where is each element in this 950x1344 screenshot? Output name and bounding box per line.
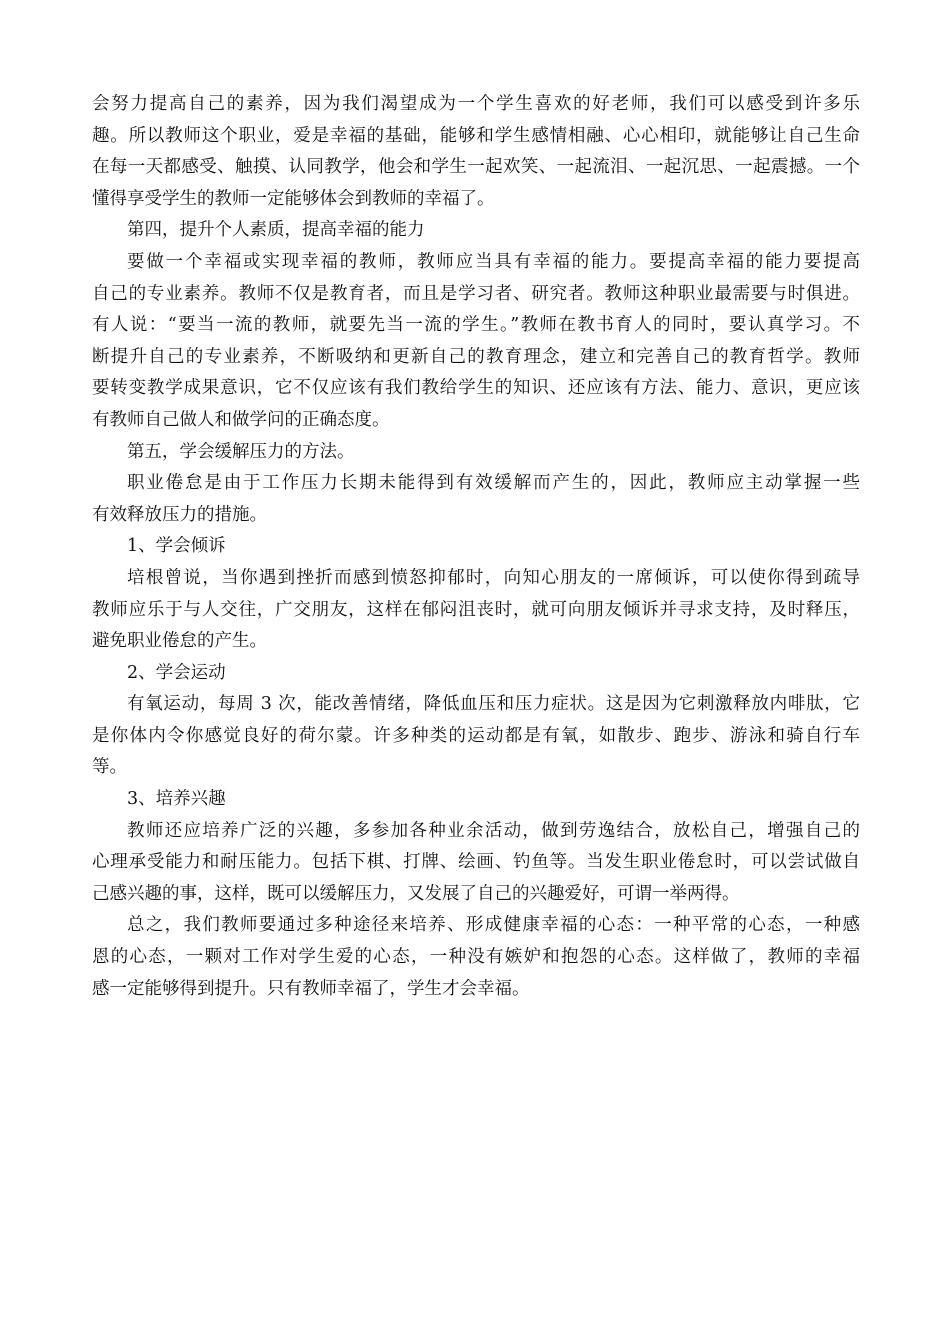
text-line: 趣。所以教师这个职业，爱是幸福的基础，能够和学生感情相融、心心相印，就能够让自己生命 [92,125,860,146]
text-line: 会努力提高自己的素养，因为我们渴望成为一个学生喜欢的好老师，我们可以感受到许多乐 [92,94,860,114]
text-line: 要转变教学成果意识，它不仅应该有我们教给学生的知识、还应该有方法、能力、意识，更应该 [92,378,860,399]
text-line: 教师还应培养广泛的兴趣，多参加各种业余活动，做到劳逸结合，放松自己，增强自己的 [127,820,860,841]
text-line: 有人说：“要当一流的教师，就要先当一流的学生。”教师在教书育人的同时，要认真学习。不 [92,315,860,336]
text-line: 1、学会倾诉 [127,536,226,557]
text-line: 自己的专业素养。教师不仅是教育者，而且是学习者、研究者。教师这种职业最需要与时俱进。 [92,283,860,304]
text-line: 在每一天都感受、触摸、认同教学，他会和学生一起欢笑、一起流泪、一起沉思、一起震撼。一个 [92,157,860,178]
text-line: 教师应乐于与人交往，广交朋友，这样在郁闷沮丧时，就可向朋友倾诉并寻求支持，及时释压， [92,599,860,620]
text-line: 避免职业倦怠的产生。 [92,631,267,652]
text-line: 心理承受能力和耐压能力。包括下棋、打牌、绘画、钓鱼等。当发生职业倦怠时，可以尝试做自 [92,852,860,873]
text-line: 2、学会运动 [127,662,226,683]
text-line: 第五，学会缓解压力的方法。 [127,441,355,462]
text-line: 有教师自己做人和做学问的正确态度。 [92,409,390,430]
text-line: 总之，我们教师要通过多种途径来培养、形成健康幸福的心态：一种平常的心态，一种感 [127,915,860,936]
text-line: 是你体内令你感觉良好的荷尔蒙。许多种类的运动都是有氧，如散步、跑步、游泳和骑自行车 [92,725,860,746]
text-line: 培根曾说，当你遇到挫折而感到愤怒抑郁时，向知心朋友的一席倾诉，可以使你得到疏导 [127,567,860,588]
text-line: 等。 [92,757,127,778]
text-line: 恩的心态，一颗对工作对学生爱的心态，一种没有嫉妒和抱怨的心态。这样做了，教师的幸福 [92,947,860,968]
text-line: 职业倦怠是由于工作压力长期未能得到有效缓解而产生的，因此，教师应主动掌握一些 [127,473,860,494]
text-line: 第四，提升个人素质，提高幸福的能力 [127,220,425,241]
text-line: 己感兴趣的事，这样，既可以缓解压力，又发展了自己的兴趣爱好，可谓一举两得。 [92,883,740,904]
text-line: 感一定能够得到提升。只有教师幸福了，学生才会幸福。 [92,978,530,999]
text-line: 懂得享受学生的教师一定能够体会到教师的幸福了。 [92,188,495,209]
text-line: 有氧运动，每周 3 次，能改善情绪，降低血压和压力症状。这是因为它刺激释放内啡肽，它 [127,694,860,715]
text-line: 要做一个幸福或实现幸福的教师，教师应当具有幸福的能力。要提高幸福的能力要提高 [127,251,860,272]
text-line: 3、培养兴趣 [127,789,226,810]
text-line: 有效释放压力的措施。 [92,504,267,525]
text-line: 断提升自己的专业素养，不断吸纳和更新自己的教育理念，建立和完善自己的教育哲学。教师 [92,346,860,367]
document-body [92,89,860,1005]
